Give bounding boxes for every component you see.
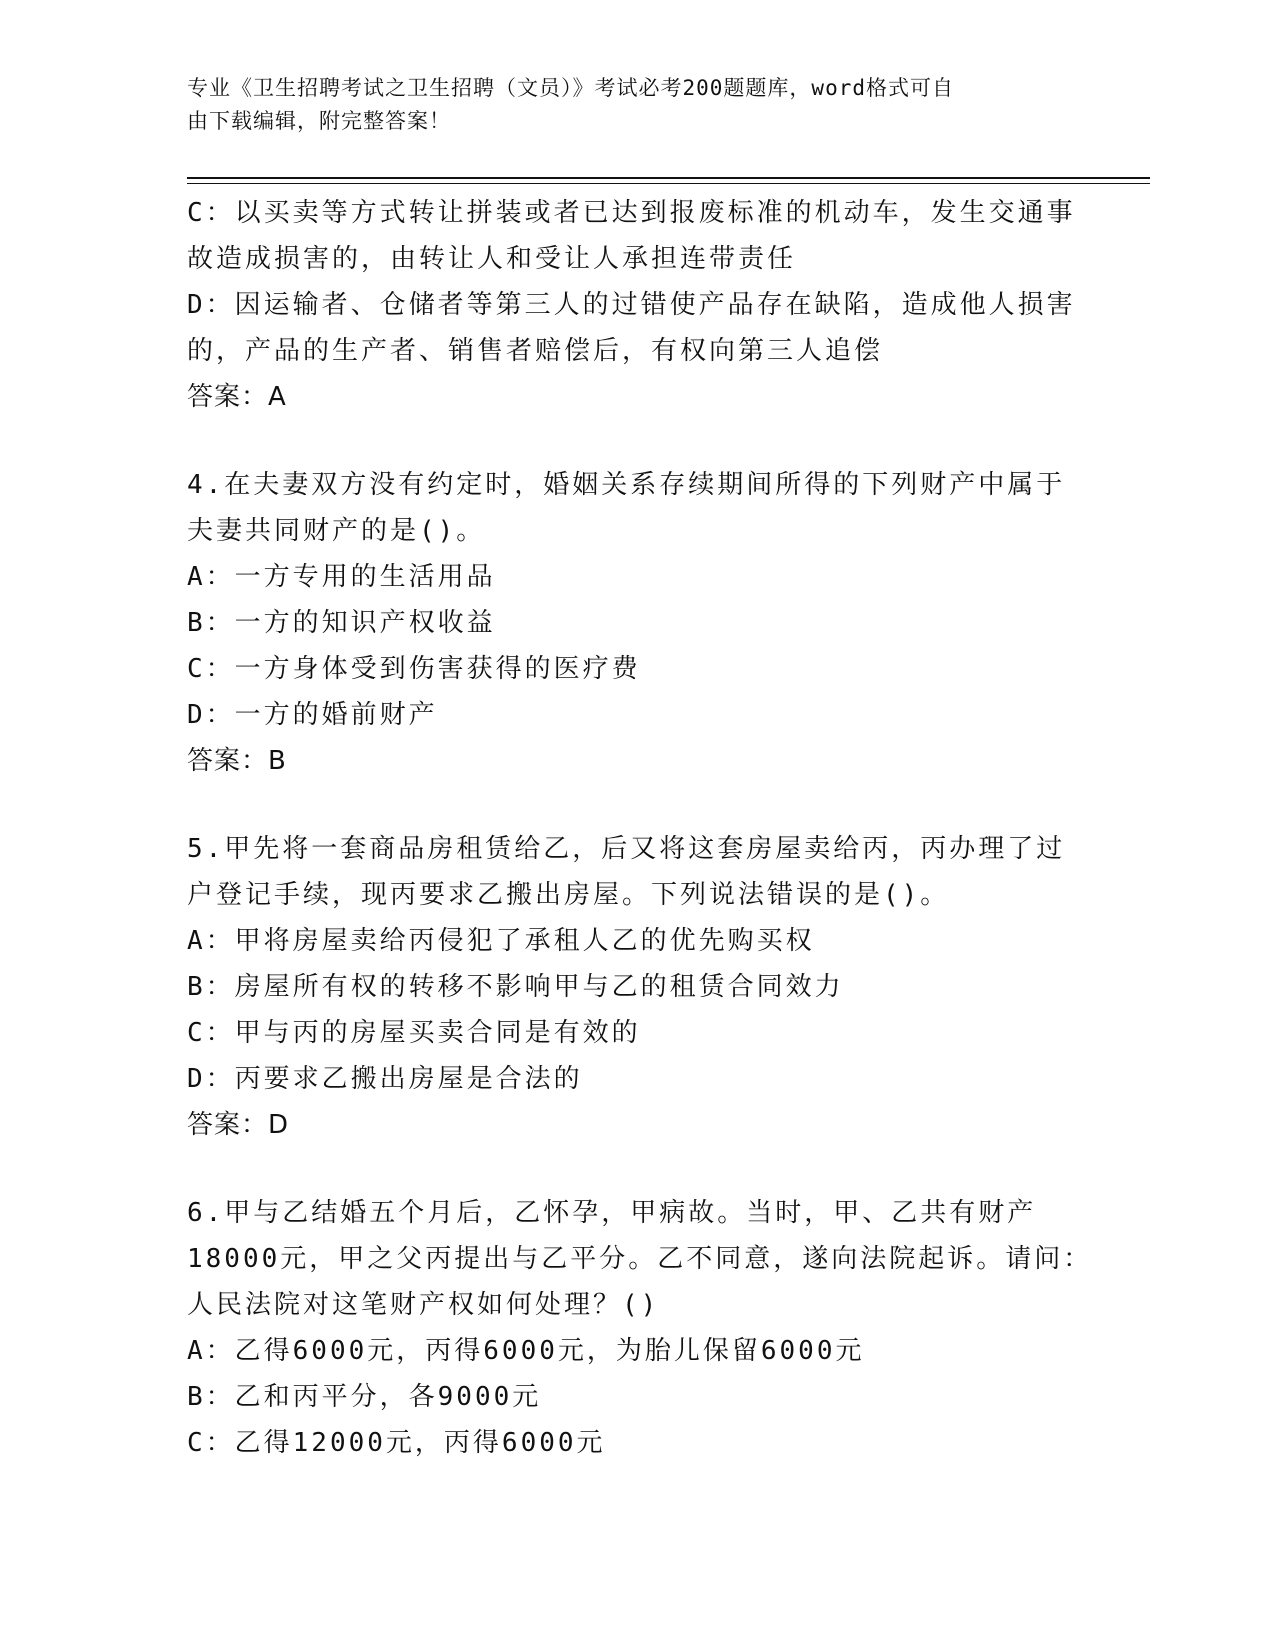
header-line-1: 专业《卫生招聘考试之卫生招聘（文员）》考试必考200题题库，word格式可自 [187, 76, 954, 100]
option-b: B：一方的知识产权收益 [187, 608, 496, 638]
option-line: C：以买卖等方式转让拼装或者已达到报废标准的机动车，发生交通事 [187, 198, 1076, 228]
option-c: C：甲与丙的房屋买卖合同是有效的 [187, 1018, 641, 1048]
answer-line: 答案：B [187, 746, 287, 776]
answer-line: 答案：D [187, 1110, 290, 1140]
option-a: A：乙得6000元，丙得6000元，为胎儿保留6000元 [187, 1336, 865, 1366]
header-line-2: 由下载编辑，附完整答案！ [187, 109, 451, 133]
option-d: D：丙要求乙搬出房屋是合法的 [187, 1064, 583, 1094]
question-text: 6.甲与乙结婚五个月后，乙怀孕，甲病故。当时，甲、乙共有财产 [187, 1198, 1037, 1228]
option-b: B：房屋所有权的转移不影响甲与乙的租赁合同效力 [187, 972, 844, 1002]
question-text: 4.在夫妻双方没有约定时，婚姻关系存续期间所得的下列财产中属于 [187, 470, 1066, 500]
option-line: D：因运输者、仓储者等第三人的过错使产品存在缺陷，造成他人损害 [187, 290, 1076, 320]
answer-line: 答案：A [187, 382, 287, 412]
document-header [187, 72, 1067, 138]
question-block-3 [187, 190, 1087, 420]
option-d: D：一方的婚前财产 [187, 700, 438, 730]
question-block-6 [187, 1190, 1093, 1466]
option-a: A：一方专用的生活用品 [187, 562, 496, 592]
option-line: 故造成损害的，由转让人和受让人承担连带责任 [187, 244, 797, 274]
question-block-4 [187, 462, 1087, 784]
option-line: 的，产品的生产者、销售者赔偿后，有权向第三人追偿 [187, 336, 884, 366]
question-text: 18000元，甲之父丙提出与乙平分。乙不同意，遂向法院起诉。请问： [187, 1244, 1093, 1274]
question-text: 夫妻共同财产的是()。 [187, 516, 486, 546]
option-b: B：乙和丙平分，各9000元 [187, 1382, 542, 1412]
question-text: 人民法院对这笔财产权如何处理？() [187, 1290, 660, 1320]
question-block-5 [187, 826, 1087, 1148]
option-c: C：乙得12000元，丙得6000元 [187, 1428, 606, 1458]
header-divider-thick [187, 177, 1150, 179]
option-a: A：甲将房屋卖给丙侵犯了承租人乙的优先购买权 [187, 926, 815, 956]
option-c: C：一方身体受到伤害获得的医疗费 [187, 654, 641, 684]
question-text: 5.甲先将一套商品房租赁给乙，后又将这套房屋卖给丙，丙办理了过 [187, 834, 1066, 864]
header-divider-thin [187, 183, 1150, 184]
document-body [187, 190, 1093, 1466]
question-text: 户登记手续，现丙要求乙搬出房屋。下列说法错误的是()。 [187, 880, 950, 910]
